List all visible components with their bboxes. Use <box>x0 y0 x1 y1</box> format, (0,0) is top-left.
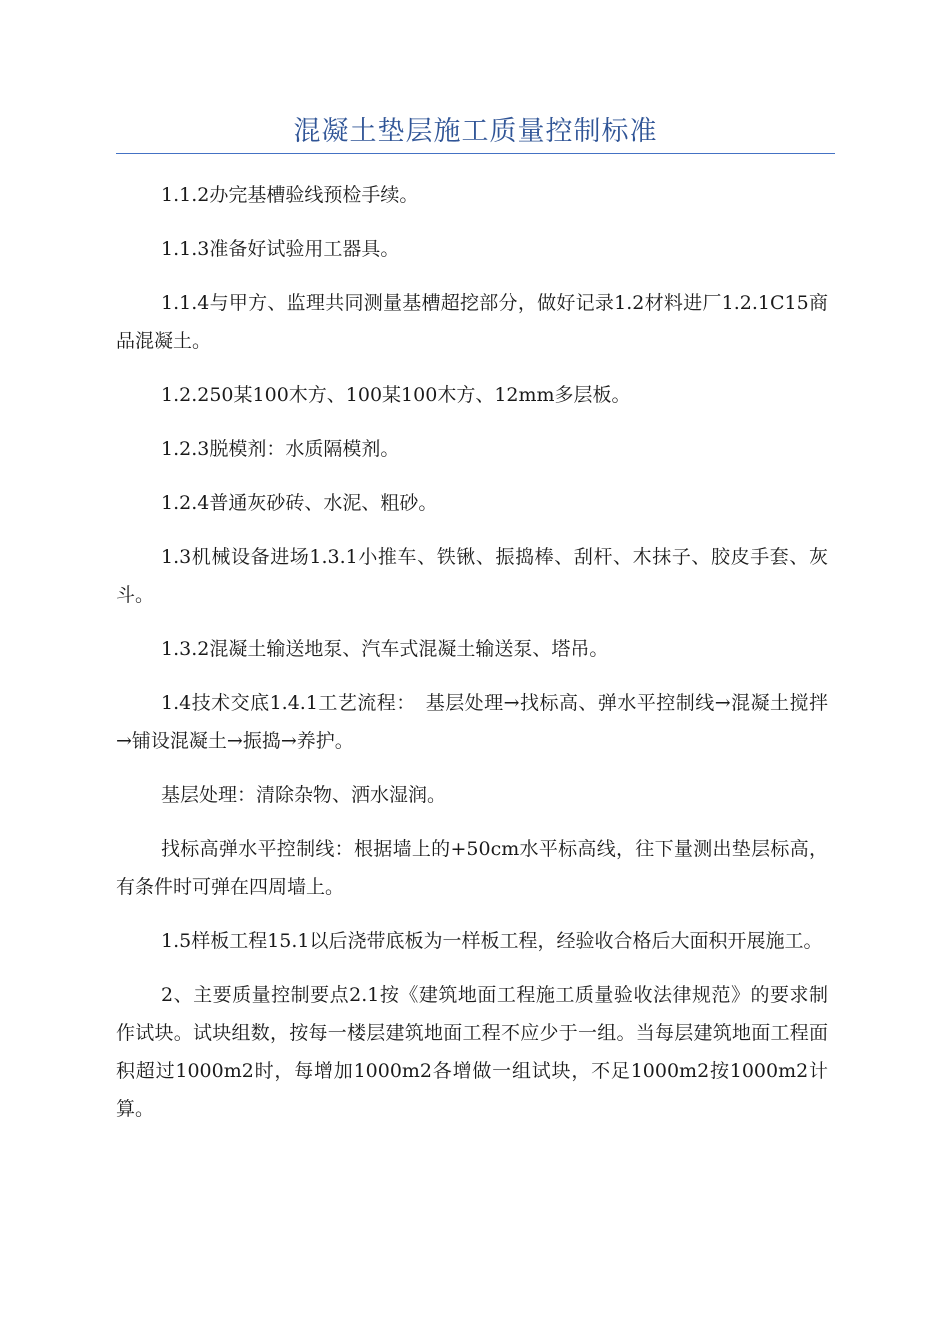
paragraph-5: 1.2.3脱模剂：水质隔模剂。 <box>161 438 400 460</box>
paragraph-2: 1.1.3准备好试验用工器具。 <box>161 238 400 260</box>
paragraph-6: 1.2.4普通灰砂砖、水泥、粗砂。 <box>161 492 438 514</box>
paragraph-9: 1.4技术交底1.4.1工艺流程： 基层处理→找标高、弹水平控制线→混凝土搅拌→铺设混凝土→振捣→养护。 <box>116 692 828 752</box>
paragraph-4: 1.2.250某100木方、100某100木方、12mm多层板。 <box>161 384 631 406</box>
paragraph-8: 1.3.2混凝土输送地泵、汽车式混凝土输送泵、塔吊。 <box>161 638 609 660</box>
paragraph-1: 1.1.2办完基槽验线预检手续。 <box>161 184 419 206</box>
document-title: 混凝土垫层施工质量控制标准 <box>293 116 658 147</box>
paragraph-10: 基层处理：清除杂物、洒水湿润。 <box>161 784 447 806</box>
paragraph-12: 1.5样板工程15.1以后浇带底板为一样板工程，经验收合格后大面积开展施工。 <box>161 930 823 952</box>
document-body <box>116 176 828 1144</box>
paragraph-11: 找标高弹水平控制线：根据墙上的+50cm水平标高线，往下量测出垫层标高，有条件时可弹在四周墙上。 <box>116 838 828 898</box>
paragraph-7: 1.3机械设备进场1.3.1小推车、铁锹、振捣棒、刮杆、木抹子、胶皮手套、灰斗。 <box>116 546 828 606</box>
paragraph-13: 2、主要质量控制要点2.1按《建筑地面工程施工质量验收法律规范》的要求制作试块。试块组数，按每一楼层建筑地面工程不应少于一组。当每层建筑地面工程面积超过1000m2时，每增加1000m2各增做一组试块，不足1000m2按1000m2计算。 <box>116 984 828 1120</box>
title-underline <box>116 153 835 154</box>
paragraph-3: 1.1.4与甲方、监理共同测量基槽超挖部分，做好记录1.2材料进厂1.2.1C15商品混凝土。 <box>116 292 828 352</box>
